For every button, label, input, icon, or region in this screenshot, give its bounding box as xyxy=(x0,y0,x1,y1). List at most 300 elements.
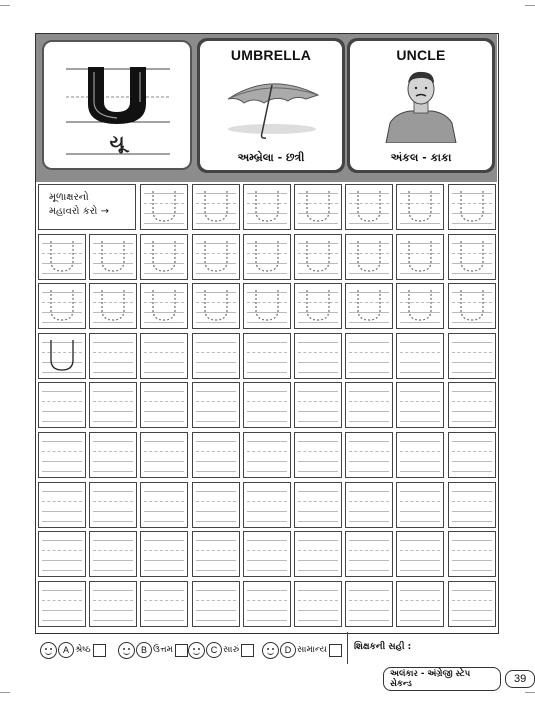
guide-line xyxy=(42,620,82,621)
grade-checkbox[interactable] xyxy=(241,644,254,657)
guide-line xyxy=(42,421,82,422)
trace-letter-u xyxy=(397,284,443,328)
guide-line xyxy=(452,620,492,621)
trace-letter-u xyxy=(346,235,392,279)
guide-line xyxy=(144,540,184,541)
grade-option xyxy=(118,640,188,660)
guide-line xyxy=(349,590,389,591)
man-picture xyxy=(350,63,492,143)
guide-line xyxy=(298,540,338,541)
guide-line xyxy=(144,570,184,571)
trace-letter-u xyxy=(90,284,136,328)
trace-letter-u xyxy=(141,185,187,229)
guide-line xyxy=(298,570,338,571)
guide-line xyxy=(144,501,184,502)
writing-cell[interactable] xyxy=(345,581,393,627)
guide-line xyxy=(400,411,440,412)
guide-line xyxy=(196,501,236,502)
writing-cell[interactable] xyxy=(89,333,137,379)
guide-line xyxy=(349,570,389,571)
practice-row xyxy=(36,281,497,331)
guide-line xyxy=(42,471,82,472)
writing-cell[interactable] xyxy=(38,234,86,280)
instruction-line: મહાવરો કરો → xyxy=(49,206,109,217)
writing-cell[interactable] xyxy=(192,482,240,528)
guide-line xyxy=(349,421,389,422)
practice-row xyxy=(36,380,497,430)
crop-mark xyxy=(0,692,10,703)
grade-checkbox[interactable] xyxy=(329,644,342,657)
crop-mark xyxy=(525,692,535,703)
writing-cell[interactable] xyxy=(89,234,137,280)
guide-line xyxy=(144,411,184,412)
guide-line xyxy=(349,521,389,522)
guide-line xyxy=(349,441,389,442)
trace-letter-u xyxy=(397,185,443,229)
trace-letter-u xyxy=(346,185,392,229)
writing-cell[interactable] xyxy=(345,482,393,528)
writing-cell[interactable] xyxy=(140,382,188,428)
guide-line xyxy=(400,471,440,472)
guide-line xyxy=(93,501,133,502)
writing-cell[interactable] xyxy=(294,531,342,577)
guide-line xyxy=(93,540,133,541)
guide-line xyxy=(452,391,492,392)
card-title: UNCLE xyxy=(396,47,446,63)
page-number: 39 xyxy=(505,670,535,688)
guide-line xyxy=(452,600,492,601)
writing-cell[interactable] xyxy=(396,581,444,627)
guide-line xyxy=(452,461,492,462)
guide-line xyxy=(452,540,492,541)
guide-line xyxy=(144,590,184,591)
guide-line xyxy=(400,342,440,343)
guide-line xyxy=(349,600,389,601)
writing-cell[interactable] xyxy=(345,432,393,478)
writing-cell[interactable] xyxy=(140,234,188,280)
guide-line xyxy=(400,372,440,373)
guide-line xyxy=(349,342,389,343)
guide-line xyxy=(93,401,133,402)
smiley-icon xyxy=(262,642,279,659)
writing-cell[interactable] xyxy=(38,283,86,329)
guide-line xyxy=(144,600,184,601)
guide-line xyxy=(42,570,82,571)
guide-line xyxy=(144,391,184,392)
guide-line xyxy=(349,461,389,462)
writing-cell[interactable] xyxy=(345,382,393,428)
guide-line xyxy=(196,600,236,601)
guide-line xyxy=(349,540,389,541)
guide-line xyxy=(349,620,389,621)
guide-line xyxy=(349,411,389,412)
trace-letter-u xyxy=(244,284,290,328)
guide-line xyxy=(42,451,82,452)
guide-line xyxy=(42,560,82,561)
writing-cell[interactable] xyxy=(396,184,444,230)
guide-line xyxy=(400,441,440,442)
guide-line xyxy=(400,610,440,611)
writing-cell[interactable] xyxy=(448,432,496,478)
guide-line xyxy=(93,362,133,363)
writing-cell[interactable] xyxy=(38,333,86,379)
trace-letter-u xyxy=(39,334,85,378)
guide-line xyxy=(247,421,287,422)
guide-line xyxy=(349,501,389,502)
crop-mark xyxy=(525,5,535,16)
trace-letter-u xyxy=(449,235,495,279)
guide-line xyxy=(452,491,492,492)
guide-line xyxy=(452,550,492,551)
grade-checkbox[interactable] xyxy=(175,644,188,657)
guide-line xyxy=(247,391,287,392)
guide-line xyxy=(196,511,236,512)
writing-cell[interactable] xyxy=(89,482,137,528)
writing-cell[interactable] xyxy=(89,432,137,478)
guide-line xyxy=(42,550,82,551)
writing-cell[interactable] xyxy=(38,482,86,528)
guide-line xyxy=(93,491,133,492)
guide-line xyxy=(400,600,440,601)
writing-cell[interactable] xyxy=(448,382,496,428)
writing-cell[interactable] xyxy=(243,531,291,577)
writing-cell[interactable] xyxy=(243,382,291,428)
writing-cell[interactable] xyxy=(243,581,291,627)
practice-row xyxy=(36,182,497,232)
writing-cell[interactable] xyxy=(345,184,393,230)
guide-line xyxy=(247,411,287,412)
crop-mark xyxy=(0,5,10,16)
guide-line xyxy=(144,352,184,353)
writing-cell[interactable] xyxy=(294,184,342,230)
grade-letter: D xyxy=(280,642,296,658)
guide-line xyxy=(144,421,184,422)
writing-cell[interactable] xyxy=(345,531,393,577)
writing-cell[interactable] xyxy=(448,581,496,627)
trace-letter-u xyxy=(193,284,239,328)
writing-cell[interactable] xyxy=(294,283,342,329)
guide-line xyxy=(42,411,82,412)
guide-line xyxy=(298,411,338,412)
grade-label: સારું xyxy=(223,645,240,655)
guide-line xyxy=(42,401,82,402)
trace-letter-u xyxy=(295,185,341,229)
guide-line xyxy=(452,352,492,353)
guide-line xyxy=(400,421,440,422)
grade-label: શ્રેષ્ઠ xyxy=(75,645,91,655)
guide-line xyxy=(144,610,184,611)
smiley-icon xyxy=(40,642,57,659)
guide-line xyxy=(247,441,287,442)
grade-letter: B xyxy=(136,642,152,658)
guide-line xyxy=(452,501,492,502)
guide-line xyxy=(298,550,338,551)
writing-cell[interactable] xyxy=(448,482,496,528)
guide-line xyxy=(196,411,236,412)
guide-line xyxy=(93,550,133,551)
guide-line xyxy=(196,362,236,363)
guide-line xyxy=(452,511,492,512)
trace-letter-u xyxy=(295,284,341,328)
writing-cell[interactable] xyxy=(38,432,86,478)
guide-line xyxy=(452,521,492,522)
guide-line xyxy=(298,471,338,472)
guide-line xyxy=(93,600,133,601)
guide-line xyxy=(247,501,287,502)
guide-line xyxy=(196,590,236,591)
writing-cell[interactable] xyxy=(140,184,188,230)
guide-line xyxy=(196,441,236,442)
guide-line xyxy=(144,560,184,561)
smiley-icon xyxy=(188,642,205,659)
guide-line xyxy=(349,401,389,402)
practice-row xyxy=(36,430,497,480)
writing-cell[interactable] xyxy=(192,531,240,577)
guide-line xyxy=(400,590,440,591)
writing-cell[interactable] xyxy=(345,283,393,329)
guide-line xyxy=(42,491,82,492)
writing-cell[interactable] xyxy=(294,482,342,528)
writing-cell[interactable] xyxy=(294,234,342,280)
guide-line xyxy=(247,491,287,492)
guide-line xyxy=(42,461,82,462)
guide-line xyxy=(247,352,287,353)
guide-line xyxy=(247,540,287,541)
guide-line xyxy=(452,570,492,571)
writing-cell[interactable] xyxy=(243,432,291,478)
guide-line xyxy=(144,491,184,492)
guide-line xyxy=(42,391,82,392)
writing-cell[interactable] xyxy=(140,283,188,329)
writing-cell[interactable] xyxy=(192,283,240,329)
writing-cell[interactable] xyxy=(192,234,240,280)
guide-line xyxy=(349,491,389,492)
guide-line xyxy=(452,401,492,402)
guide-line xyxy=(400,540,440,541)
trace-letter-u xyxy=(193,235,239,279)
guide-line xyxy=(298,342,338,343)
guide-line xyxy=(196,521,236,522)
guide-line xyxy=(196,540,236,541)
writing-cell[interactable] xyxy=(89,382,137,428)
guide-line xyxy=(196,491,236,492)
writing-cell[interactable] xyxy=(294,382,342,428)
trace-letter-u xyxy=(244,235,290,279)
writing-cell[interactable] xyxy=(345,234,393,280)
letter-box xyxy=(42,40,192,170)
guide-line xyxy=(93,451,133,452)
grade-label: સામાન્ય xyxy=(297,645,327,655)
guide-line xyxy=(247,461,287,462)
writing-cell[interactable] xyxy=(192,382,240,428)
trace-letter-u xyxy=(346,284,392,328)
guide-line xyxy=(452,471,492,472)
trace-letter-u xyxy=(141,235,187,279)
writing-cell[interactable] xyxy=(294,333,342,379)
guide-line xyxy=(144,441,184,442)
guide-line xyxy=(349,471,389,472)
guide-line xyxy=(400,391,440,392)
writing-cell[interactable] xyxy=(243,482,291,528)
writing-cell[interactable] xyxy=(448,333,496,379)
writing-cell[interactable] xyxy=(140,581,188,627)
guide-line xyxy=(349,451,389,452)
guide-line xyxy=(349,362,389,363)
writing-cell[interactable] xyxy=(140,482,188,528)
writing-cell[interactable] xyxy=(448,184,496,230)
guide-line xyxy=(42,590,82,591)
guide-line xyxy=(42,441,82,442)
teacher-sign-label: શિક્ષકની સહી : xyxy=(347,632,497,664)
practice-row xyxy=(36,331,497,381)
guide-line xyxy=(298,362,338,363)
guide-line xyxy=(93,411,133,412)
writing-cell[interactable] xyxy=(396,482,444,528)
guide-line xyxy=(42,511,82,512)
writing-cell[interactable] xyxy=(89,531,137,577)
writing-cell[interactable] xyxy=(448,234,496,280)
practice-row xyxy=(36,529,497,579)
writing-cell[interactable] xyxy=(396,283,444,329)
guide-line xyxy=(298,421,338,422)
writing-cell[interactable] xyxy=(192,581,240,627)
writing-cell[interactable] xyxy=(140,531,188,577)
writing-cell[interactable] xyxy=(192,432,240,478)
writing-cell[interactable] xyxy=(243,234,291,280)
grade-option xyxy=(40,640,106,660)
trace-letter-u xyxy=(39,235,85,279)
guide-line xyxy=(144,451,184,452)
writing-cell[interactable] xyxy=(243,333,291,379)
grade-footer xyxy=(36,632,497,664)
guide-line xyxy=(400,521,440,522)
writing-cell[interactable] xyxy=(294,432,342,478)
smiley-icon xyxy=(118,642,135,659)
guide-line xyxy=(452,590,492,591)
grade-checkbox[interactable] xyxy=(93,644,106,657)
worksheet-page xyxy=(35,33,499,655)
guide-line xyxy=(93,511,133,512)
guide-line xyxy=(452,411,492,412)
writing-cell[interactable] xyxy=(140,432,188,478)
card-caption: અંકલ - કાકા xyxy=(390,151,452,164)
guide-line xyxy=(196,342,236,343)
guide-line xyxy=(400,570,440,571)
guide-line xyxy=(42,610,82,611)
guide-line xyxy=(298,560,338,561)
guide-line xyxy=(247,342,287,343)
guide-line xyxy=(42,501,82,502)
guide-line xyxy=(349,550,389,551)
worksheet-header xyxy=(36,34,497,182)
writing-cell[interactable] xyxy=(243,283,291,329)
writing-cell[interactable] xyxy=(89,283,137,329)
guide-line xyxy=(42,600,82,601)
trace-letter-u xyxy=(449,185,495,229)
guide-line xyxy=(298,451,338,452)
guide-line xyxy=(452,610,492,611)
guide-line xyxy=(298,352,338,353)
trace-letter-u xyxy=(397,235,443,279)
writing-cell[interactable] xyxy=(38,531,86,577)
writing-cell[interactable] xyxy=(243,184,291,230)
umbrella-picture xyxy=(200,65,342,145)
guide-line xyxy=(452,421,492,422)
guide-line xyxy=(196,550,236,551)
writing-cell[interactable] xyxy=(396,432,444,478)
guide-line xyxy=(247,610,287,611)
practice-instruction xyxy=(38,184,136,230)
writing-cell[interactable] xyxy=(38,382,86,428)
guide-line xyxy=(247,590,287,591)
guide-line xyxy=(298,521,338,522)
picture-card-umbrella xyxy=(197,38,345,173)
guide-line xyxy=(247,401,287,402)
guide-line xyxy=(247,372,287,373)
guide-line xyxy=(144,401,184,402)
guide-line xyxy=(298,401,338,402)
guide-line xyxy=(349,391,389,392)
guide-line xyxy=(196,401,236,402)
guide-line xyxy=(93,521,133,522)
writing-cell[interactable] xyxy=(448,531,496,577)
writing-cell[interactable] xyxy=(38,581,86,627)
trace-letter-u xyxy=(141,284,187,328)
guide-line xyxy=(93,570,133,571)
writing-cell[interactable] xyxy=(448,283,496,329)
writing-cell[interactable] xyxy=(294,581,342,627)
trace-letter-u xyxy=(39,284,85,328)
writing-cell[interactable] xyxy=(192,333,240,379)
guide-line xyxy=(247,362,287,363)
writing-cell[interactable] xyxy=(396,382,444,428)
guide-line xyxy=(298,391,338,392)
guide-line xyxy=(196,421,236,422)
guide-line xyxy=(93,590,133,591)
guide-line xyxy=(452,342,492,343)
guide-line xyxy=(400,501,440,502)
trace-letter-u xyxy=(244,185,290,229)
guide-line xyxy=(247,620,287,621)
writing-cell[interactable] xyxy=(396,234,444,280)
guide-line xyxy=(144,372,184,373)
guide-line xyxy=(93,352,133,353)
writing-cell[interactable] xyxy=(192,184,240,230)
writing-cell[interactable] xyxy=(396,531,444,577)
writing-cell[interactable] xyxy=(140,333,188,379)
guide-line xyxy=(400,550,440,551)
guide-line xyxy=(93,461,133,462)
guide-line xyxy=(349,372,389,373)
guide-line xyxy=(144,461,184,462)
practice-row xyxy=(36,480,497,530)
guide-line xyxy=(452,441,492,442)
guide-line xyxy=(247,471,287,472)
guide-line xyxy=(144,521,184,522)
guide-line xyxy=(400,352,440,353)
picture-card-uncle xyxy=(347,38,495,173)
guide-line xyxy=(349,511,389,512)
guide-line xyxy=(298,461,338,462)
guide-line xyxy=(247,560,287,561)
grade-option xyxy=(188,640,254,660)
book-title: અલંકાર - અંગ્રેજી સ્ટેપ સેકન્ડ xyxy=(383,667,501,691)
writing-cell[interactable] xyxy=(345,333,393,379)
writing-cell[interactable] xyxy=(89,581,137,627)
grade-label: ઉત્તમ xyxy=(153,645,174,655)
guide-line xyxy=(144,620,184,621)
writing-cell[interactable] xyxy=(396,333,444,379)
